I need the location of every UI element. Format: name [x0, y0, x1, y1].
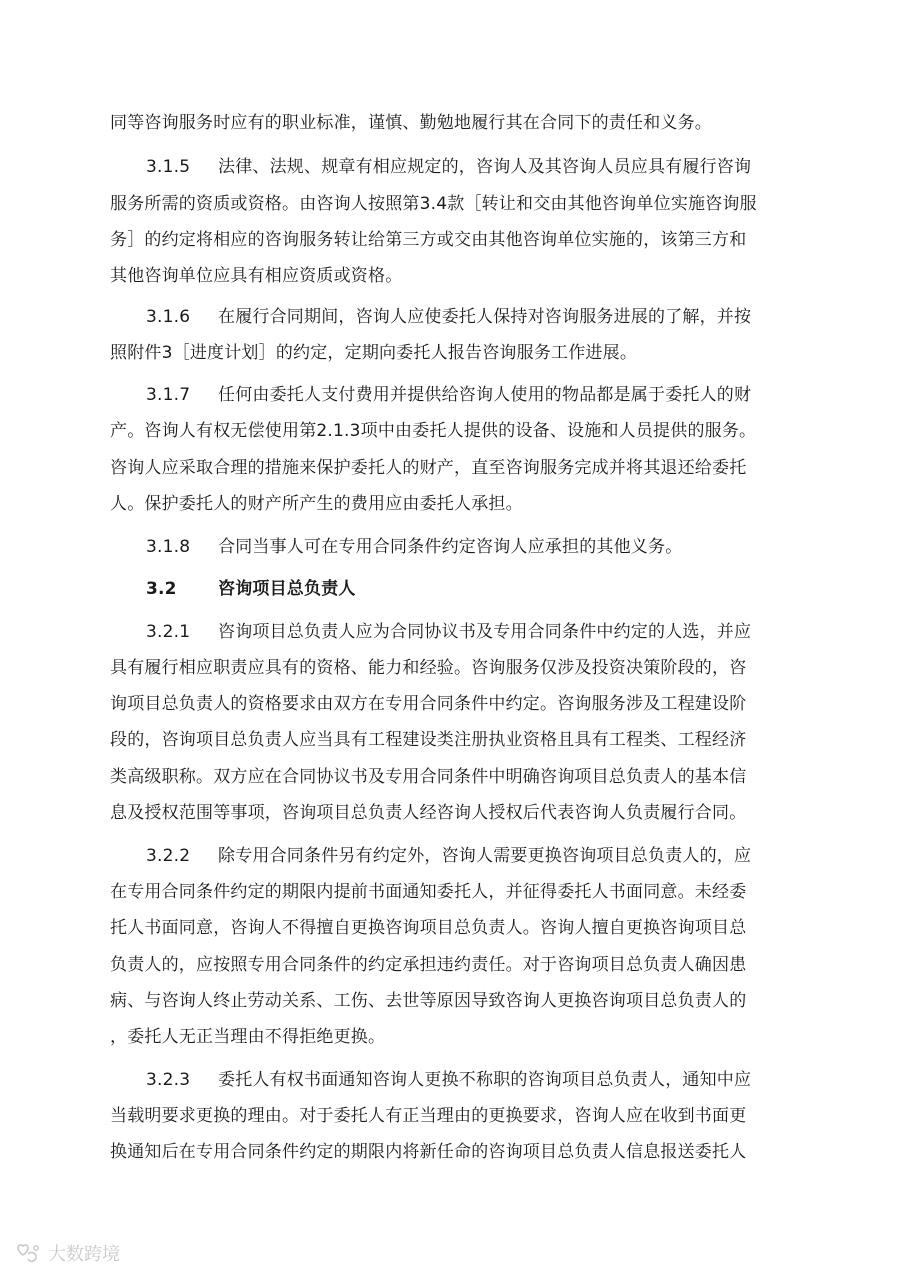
clause-3-1-8-first-line: [146, 537, 682, 557]
paragraph-line: 换通知后在专用合同条件约定的期限内将新任命的咨询项目总负责人信息报送委托人: [110, 1142, 747, 1162]
section-title: 咨询项目总负责人: [218, 579, 356, 599]
clause-3-2-1-first-line: [146, 622, 751, 642]
clause-3-1-6-first-line: [146, 307, 751, 327]
paragraph-line: 具有履行相应职责应具有的资格、能力和经验。咨询服务仅涉及投资决策阶段的，咨: [110, 658, 747, 678]
clause-number: 3.1.5: [146, 157, 191, 177]
paragraph-line: 产。咨询人有权无偿使用第2.1.3项中由委托人提供的设备、设施和人员提供的服务。: [110, 421, 757, 441]
paragraph-line: 当载明要求更换的理由。对于委托人有正当理由的更换要求，咨询人应在收到书面更: [110, 1106, 747, 1126]
paragraph-line: 务］的约定将相应的咨询服务转让给第三方或交由其他咨询单位实施的，该第三方和: [110, 230, 747, 250]
paragraph-line: 服务所需的资质或资格。由咨询人按照第3.4款［转让和交由其他咨询单位实施咨询服: [110, 194, 757, 214]
paragraph-line: ，委托人无正当理由不得拒绝更换。: [110, 1027, 386, 1047]
clause-number: 3.1.6: [146, 307, 191, 327]
paragraph-line: 询项目总负责人的资格要求由双方在专用合同条件中约定。咨询服务涉及工程建设阶: [110, 694, 747, 714]
clause-3-1-5-first-line: [146, 157, 751, 177]
paragraph-line: 息及授权范围等事项，咨询项目总负责人经咨询人授权后代表咨询人负责履行合同。: [110, 803, 747, 823]
clause-text: 除专用合同条件另有约定外，咨询人需要更换咨询项目总负责人的，应: [218, 846, 752, 866]
paragraph-line: 托人书面同意，咨询人不得擅自更换咨询项目总负责人。咨询人擅自更换咨询项目总: [110, 918, 747, 938]
paragraph-line: 类高级职称。双方应在合同协议书及专用合同条件中明确咨询项目总负责人的基本信: [110, 767, 747, 787]
paragraph-line: 段的，咨询项目总负责人应当具有工程建设类注册执业资格且具有工程类、工程经济: [110, 730, 747, 750]
clause-number: 3.1.7: [146, 385, 191, 405]
clause-text: 咨询项目总负责人应为合同协议书及专用合同条件中约定的人选，并应: [218, 622, 752, 642]
clause-text: 委托人有权书面通知咨询人更换不称职的咨询项目总负责人，通知中应: [218, 1070, 752, 1090]
section-number: 3.2: [146, 579, 177, 599]
clause-text: 任何由委托人支付费用并提供给咨询人使用的物品都是属于委托人的财: [218, 385, 752, 405]
paragraph-line: 其他咨询单位应具有相应资质或资格。: [110, 266, 403, 286]
clause-3-2-2-first-line: [146, 846, 751, 866]
clause-number: 3.2.2: [146, 846, 191, 866]
clause-number: 3.2.3: [146, 1070, 191, 1090]
paragraph-line: 照附件3［进度计划］的约定，定期向委托人报告咨询服务工作进展。: [110, 343, 638, 363]
watermark-text: 大数跨境: [48, 1244, 120, 1265]
clause-text: 合同当事人可在专用合同条件约定咨询人应承担的其他义务。: [218, 537, 683, 557]
clause-3-1-7-first-line: [146, 385, 751, 405]
paragraph-line: 在专用合同条件约定的期限内提前书面通知委托人，并征得委托人书面同意。未经委: [110, 882, 747, 902]
clause-text: 在履行合同期间，咨询人应使委托人保持对咨询服务进展的了解，并按: [218, 307, 752, 327]
paragraph-line: 病、与咨询人终止劳动关系、工伤、去世等原因导致咨询人更换咨询项目总负责人的: [110, 991, 747, 1011]
watermark: [14, 1240, 120, 1266]
clause-number: 3.1.8: [146, 537, 191, 557]
paragraph-line: 人。保护委托人的财产所产生的费用应由委托人承担。: [110, 494, 523, 514]
clause-3-2-3-first-line: [146, 1070, 751, 1090]
paragraph-line: 咨询人应采取合理的措施来保护委托人的财产，直至咨询服务完成并将其退还给委托: [110, 458, 747, 478]
section-3-2-heading: [146, 579, 356, 599]
paragraph-line: 负责人的，应按照专用合同条件的约定承担违约责任。对于咨询项目总负责人确因患: [110, 955, 747, 975]
clause-text: 法律、法规、规章有相应规定的，咨询人及其咨询人员应具有履行咨询: [218, 157, 752, 177]
clause-number: 3.2.1: [146, 622, 191, 642]
watermark-logo-icon: [14, 1242, 42, 1264]
paragraph-line: 同等咨询服务时应有的职业标准，谨慎、勤勉地履行其在合同下的责任和义务。: [110, 113, 712, 133]
